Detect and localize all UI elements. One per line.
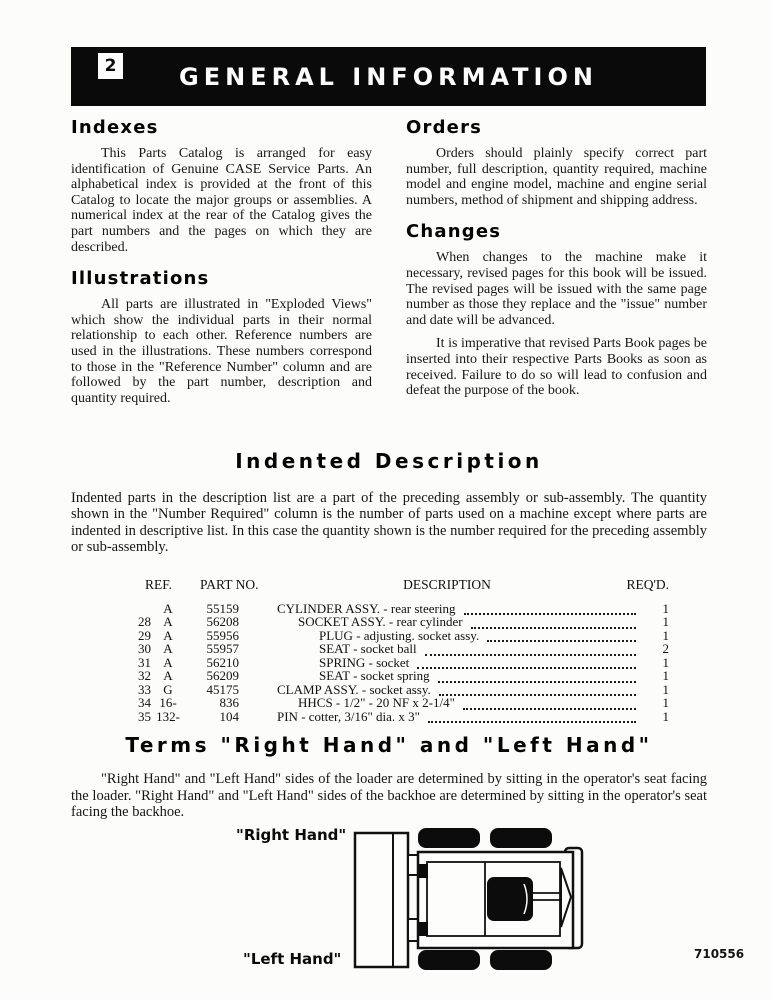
mount-block-upper xyxy=(419,864,428,878)
table-row xyxy=(133,642,669,656)
cell-ref-number: 30 xyxy=(138,641,151,656)
indented-description-heading: Indented Description xyxy=(235,449,543,473)
table-row xyxy=(133,602,669,616)
cell-part-number: 56208 xyxy=(206,614,239,629)
table-row xyxy=(133,629,669,643)
cell-part-number: 104 xyxy=(219,708,239,724)
cell-quantity: 1 xyxy=(662,654,669,670)
terms-paragraph: "Right Hand" and "Left Hand" sides of the loader are determined by sitting in the operator's seat facing the loader. "Right Hand" and "Left Hand" sides of the backhoe are determined by sitting in the operator's seat facing the backhoe. xyxy=(71,771,707,820)
cell-ref-number: 33 xyxy=(138,681,151,697)
dotted-leader xyxy=(464,602,637,615)
cell-part-prefix: A xyxy=(163,600,173,616)
machine-top-view-diagram xyxy=(233,818,593,978)
dotted-leader xyxy=(428,710,636,723)
column-header-ref: REF. xyxy=(145,577,173,592)
indented-description-section xyxy=(71,449,707,564)
cell-part-number: 56210 xyxy=(206,654,239,670)
cell-part-number: 55159 xyxy=(206,600,239,616)
cell-part-number: 55957 xyxy=(206,641,239,656)
cell-quantity: 1 xyxy=(662,668,669,683)
cell-ref-number: 29 xyxy=(138,627,151,643)
column-header-part-no: PART NO. xyxy=(200,577,259,592)
cell-part-prefix: G xyxy=(163,681,173,697)
cell-ref-number: 32 xyxy=(138,668,151,683)
cell-description: PLUG - adjusting. socket assy. xyxy=(319,627,480,643)
changes-paragraph-1: When changes to the machine make it necessary, revised pages for this book will be issued. The revised pages will be issued with the same page number as those they replace and the "issue" number and date will be advanced. xyxy=(406,250,707,328)
dotted-leader xyxy=(463,697,636,710)
table-row xyxy=(133,683,669,697)
table-row xyxy=(133,615,669,629)
page-header-bar xyxy=(71,47,706,106)
column-header-description: DESCRIPTION xyxy=(403,577,491,592)
wheel-rear-right xyxy=(490,828,552,848)
cell-quantity: 1 xyxy=(662,600,669,616)
indexes-paragraph: This Parts Catalog is arranged for easy identification of Genuine CASE Service Parts. An alphabetical index is provided at the front of this Catalog to locate the major groups or assemblies. A numerical index at the rear of the Catalog gives the part numbers and the pages on which they are described. xyxy=(71,146,372,255)
cell-ref-number: 28 xyxy=(138,614,151,629)
orders-paragraph: Orders should plainly specify correct part number, full description, quantity required, machine model and engine model, machine and engine serial numbers, method of shipment and shipping address. xyxy=(406,146,707,208)
terms-section xyxy=(71,733,707,829)
cell-part-prefix: 132- xyxy=(156,708,180,724)
cell-description: SEAT - socket spring xyxy=(319,668,430,683)
cell-description: PIN - cotter, 3/16" dia. x 3" xyxy=(277,708,420,724)
orders-heading: Orders xyxy=(406,117,483,138)
terms-heading: Terms "Right Hand" and "Left Hand" xyxy=(125,733,653,757)
cell-quantity: 1 xyxy=(662,681,669,697)
cell-description: HHCS - 1/2" - 20 NF x 2-1/4" xyxy=(298,695,455,710)
loader-bucket xyxy=(355,833,408,967)
left-hand-label: "Left Hand" xyxy=(243,950,342,968)
indented-description-paragraph: Indented parts in the description list are a part of the preceding assembly or sub-assembly. The quantity shown in the "Number Required" column is the number of parts used on a machine except where parts are indented in descriptive list. In this case the quantity shown is the number required for the preceding assembly or sub-assembly. xyxy=(71,490,707,556)
dotted-leader xyxy=(417,656,636,669)
illustrations-paragraph: All parts are illustrated in "Exploded Views" which show the individual parts in their normal relationship to each other. Reference numbers are used in the illustrations. These numbers correspond to those in the "Reference Number" column and are followed by the part number, description and quantity required. xyxy=(71,297,372,406)
dotted-leader xyxy=(439,683,636,696)
changes-heading: Changes xyxy=(406,221,502,243)
cell-part-prefix: A xyxy=(163,627,173,643)
cell-part-prefix: A xyxy=(163,668,173,683)
lift-arm-upper xyxy=(408,855,418,875)
cell-part-prefix: A xyxy=(163,654,173,670)
right-hand-label: "Right Hand" xyxy=(236,826,347,844)
cell-quantity: 1 xyxy=(662,708,669,724)
cell-part-number: 836 xyxy=(219,695,239,710)
table-row xyxy=(133,710,669,724)
parts-table xyxy=(133,578,669,723)
cell-quantity: 2 xyxy=(662,641,669,656)
left-column xyxy=(71,117,372,414)
cell-part-prefix: A xyxy=(163,614,173,629)
table-row xyxy=(133,656,669,670)
cell-part-number: 55956 xyxy=(206,627,239,643)
cell-ref-number: 34 xyxy=(138,695,151,710)
form-number: 710556 xyxy=(694,947,745,961)
cell-ref-number: 35 xyxy=(138,708,151,724)
dotted-leader xyxy=(425,643,636,656)
illustrations-heading: Illustrations xyxy=(71,268,210,290)
cell-description: CYLINDER ASSY. - rear steering xyxy=(277,600,456,616)
wheel-rear-left xyxy=(490,950,552,970)
dotted-leader xyxy=(487,629,636,642)
cell-description: SPRING - socket xyxy=(319,654,410,670)
wheel-front-left xyxy=(418,950,480,970)
parts-table-body xyxy=(133,602,669,724)
section-number-badge: 2 xyxy=(98,53,123,79)
dotted-leader xyxy=(438,670,636,683)
cell-part-prefix: A xyxy=(163,641,173,656)
indexes-heading: Indexes xyxy=(71,117,159,138)
cell-description: SOCKET ASSY. - rear cylinder xyxy=(298,614,463,629)
right-column xyxy=(406,117,707,414)
cell-ref-number xyxy=(133,602,151,616)
parts-table-header xyxy=(133,578,669,592)
cell-part-number: 56209 xyxy=(206,668,239,683)
cell-description: SEAT - socket ball xyxy=(319,641,417,656)
cell-part-number: 45175 xyxy=(206,681,239,697)
cell-quantity: 1 xyxy=(662,627,669,643)
cell-quantity: 1 xyxy=(662,614,669,629)
page-title: GENERAL INFORMATION xyxy=(179,63,598,91)
cell-ref-number: 31 xyxy=(138,654,151,670)
changes-paragraph-2: It is imperative that revised Parts Book pages be inserted into their respective Parts Books as soon as received. Failure to do so will lead to confusion and defeat the purpose of the book. xyxy=(406,336,707,399)
cell-description: CLAMP ASSY. - socket assy. xyxy=(277,681,431,697)
lift-arm-lower xyxy=(408,919,418,941)
two-column-area xyxy=(71,117,707,414)
operator-seat xyxy=(487,877,533,921)
column-header-required: REQ'D. xyxy=(626,577,669,592)
cell-part-prefix: 16- xyxy=(159,695,177,710)
table-row xyxy=(133,669,669,683)
cell-quantity: 1 xyxy=(662,695,669,710)
wheel-front-right xyxy=(418,828,480,848)
dotted-leader xyxy=(471,616,636,629)
table-row xyxy=(133,696,669,710)
mount-block-lower xyxy=(419,922,428,936)
